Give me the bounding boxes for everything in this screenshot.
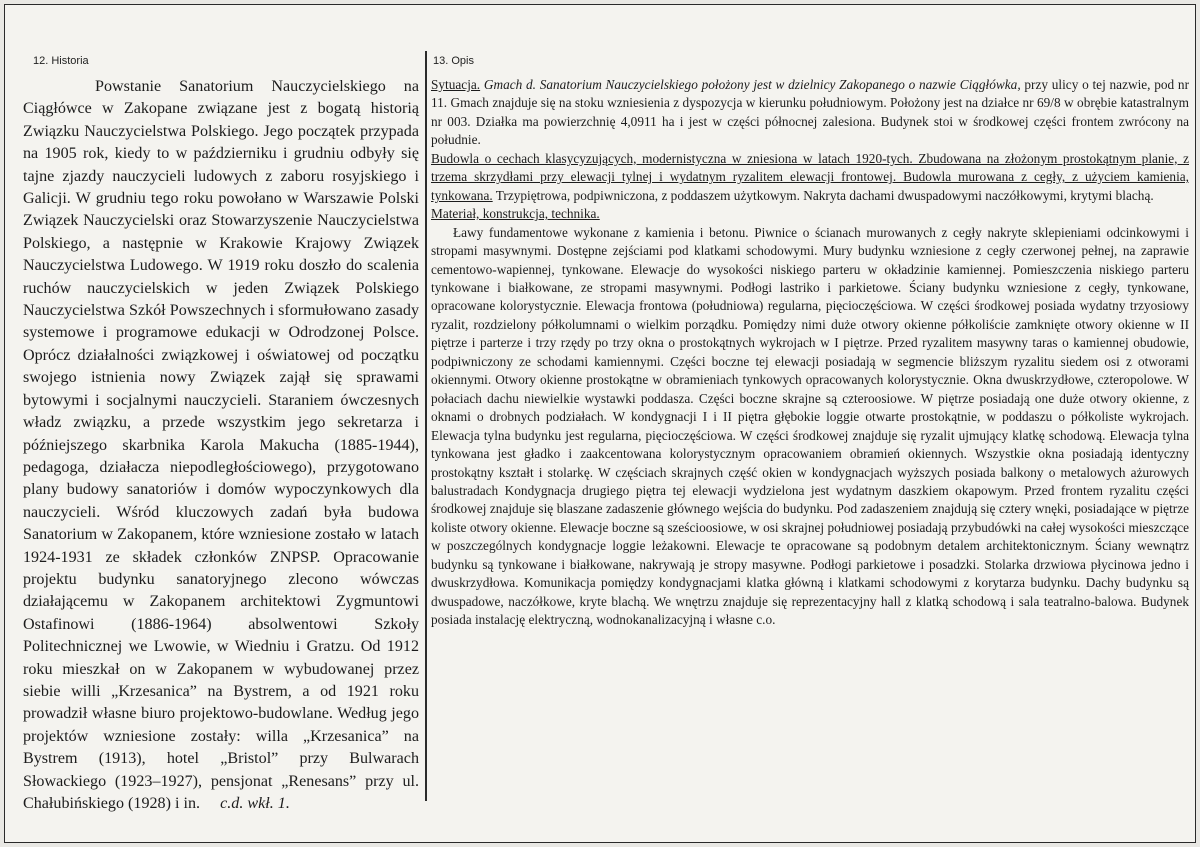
historia-text [23, 76, 419, 815]
material-label: Materiał, konstrukcja, technika. [431, 206, 600, 222]
budowla-text: Trzypiętrowa, podpiwniczona, z poddaszem użytkowym. Nakryta dachami dwuspadowymi naczółkowymi, krytymi blachą. [492, 187, 1154, 203]
sytuacja-text: przy ulicy o tej nazwie, pod nr 11. Gmach znajduje się na stoku wzniesienia z dyspozycja w kierunku południowym. Położony jest na działce nr 69/8 w obrębie katastralnym nr 003. Działka ma powierzchnię 4,0911 ha i jest w części północnej zalesiona. Budynek stoi w środkowej części frontem zwrócony na południe. [431, 77, 1190, 148]
continued-note: c.d. wkł. 1. [220, 795, 290, 812]
sytuacja-paragraph [431, 76, 1189, 150]
bleed-through-shadow [705, 757, 1125, 817]
material-label-line [431, 205, 1189, 223]
sytuacja-label: Sytuacja. [431, 77, 481, 92]
sytuacja-lead: Gmach d. Sanatorium Nauczycielskiego położony jest w dzielnicy Zakopanego o nazwie Ciągłówka, [483, 77, 1021, 92]
column-divider [425, 51, 427, 801]
document-page [4, 4, 1196, 843]
section-heading-historia: 12. Historia [33, 55, 89, 67]
material-paragraph: Ławy fundamentowe wykonane z kamienia i betonu. Piwnice o ścianach murowanych z cegły nakryte sklepieniami odcinkowymi i stropami masywnymi. Dostępne zejściami pod klatkami schodowymi. Mury budynku wzniesione z cegły czerwonej pełnej, na zaprawie cementowo-wapiennej, tynkowane. Elewacje do wysokości niskiego parteru w okładzinie kamiennej. Pomieszczenia niskiego parteru tynkowane i białkowane, ze stropami masywnymi. Podłogi lastriko i parkietowe. Ściany budynku wzniesione z cegły, tynkowane, opracowane kolorystycznie. Elewacja frontowa (południowa) regularna, pięcioczęściowa. W części środkowej posiada wydatny trzyosiowy ryzalit, rozdzielony półkolumnami o wielkim porządku. Pomiędzy nimi duże otwory okienne półkoliście zamknięte otwory okienne w II piętrze i parterze i trzy rzędy po trzy okna o prostokątnych wykrojach w I piętrze. Przed ryzalitem masywny taras o kamiennej obudowie, podpiwniczony ze schodami kamiennymi. Części boczne tej elewacji posiadają w segmencie bliższym ryzalitu siedem osi z otworami okiennymi. Otwory okienne prostokątne w obramieniach tynkowych opracowanych kolorystycznie. Okna dwuskrzydłowe, czteropolowe. W połaciach dachu niewielkie wystawki poddasza. Części boczne skrajne są czteroosiowe. W piętrze posiadają one duże otwory okienne, z oknami o drobnych podziałach. W kondygnacji I i II piętra głębokie loggie otwarte prostokątnie, w poddaszu o półkoliste wykrojach. Elewacja tylna budynku jest regularna, pięcioczęściowa. W części środkowej znajduje się ryzalit ujmujący klatkę schodową. Elewacja tylna tynkowana jest gładko i zaakcentowana kolorystycznym opracowaniem obramień okiennych. Wszystkie okna posiadają identyczny prostokątny kształt i stolarkę. W częściach skrajnych część okien w kondygnacjach wyższych posiada balkony o metalowych ażurowych balustradach Kondygnacja drugiego piętra tej elewacji wydzielona jest wydatnym daszkiem okapowym. Przed frontem ryzalitu części środkowej znajduje się blaszane zadaszenie głównego wejścia do budynku. Pod zadaszeniem znajdują się cztery wnęki, posiadające w piętrze koliste otwory okienne. Elewacje boczne są sześcioosiowe, w osi skrajnej południowej posiadają przybudówki na całej wysokości mieszczące w poszczególnych kondygnacje loggie leżakowni. Elewacje te opracowane są podobnym detalem architektonicznym. Ściany wewnątrz budynku są tynkowane i białkowane, nakrywają je stropy masywne. Podłogi parkietowe i posadzki. Stolarka drzwiowa płycinowa jedno i dwuskrzydłowa. Komunikacja pomiędzy kondygnacjami klatka główną i klatkami schodowymi z korytarza budynku. Dachy budynku są dwuspadowe, naczółkowe, kryte blachą. We wnętrzu znajduje się reprezentacyjny hall z klatką schodową i sala teatralno-balowa. Budynek posiada instalację elektryczną, wodnokanalizacyjną i własne c.o. [431, 224, 1189, 628]
budowla-underlined: Budowla o cechach klasycyzujących, modernistyczna w zniesiona w latach 1920-tych. Zbudowana na złożonym prostokątnym planie, z trzema skrzydłami przy elewacji tylnej i wydatnym ryzalitem elewacji frontowej. Budowla murowana z cegły, z użyciem kamienia, tynkowana. [431, 150, 1189, 203]
opis-text [431, 76, 1189, 630]
historia-body: Powstanie Sanatorium Nauczycielskiego na Ciągłówce w Zakopane związane jest z bogatą historią Związku Nauczycielstwa Polskiego. Jego początek przypada na 1905 rok, kiedy to w październiku i grudniu odbyły się tajne zjazdy nauczycieli ludowych z zaboru rosyjskiego i Galicji. W grudniu tego roku powołano w Warszawie Polski Związek Nauczycielski oraz Stowarzyszenie Nauczycielstwa Polskiego, a następnie w Krakowie Krajowy Związek Nauczycielstwa Ludowego. W 1919 roku doszło do scalenia ruchów nauczycielskich w jeden Związek Polskiego Nauczycielstwa Szkół Powszechnych i sformułowano zasady systemowe i programowe edukacji w Odrodzonej Polsce. Oprócz działalności związkowej i oświatowej od początku swojego istnienia nowy Związek zajął się sprawami bytowymi i socjalnymi nauczycieli. Staraniem ówczesnych władz związku, a przede wszystkim jego sekretarza i późniejszego skarbnika Karola Makucha (1885-1944), pedagoga, działacza niepodległościowego), przygotowano plany budowy sanatoriów i domów wypoczynkowych dla nauczycieli. Wśród kluczowych zadań była budowa Sanatorium w Zakopanem, które wzniesione zostało w latach 1924-1931 ze składek członków ZNPSP. Opracowanie projektu budynku sanatoryjnego zlecono wówczas działającemu w Zakopanem architektowi Zygmuntowi Ostafinowi (1886-1964) absolwentowi Szkoły Politechnicznej we Lwowie, w Wiedniu i Gratzu. Od 1912 roku mieszkał on w Zakopanem w wybudowanej przez siebie willi „Krzesanica” na Bystrem, a od 1921 roku prowadził własne biuro projektowo-budowlane. Według jego projektów wzniesione zostały: willa „Krzesanica” na Bystrem (1913), hotel „Bristol” przy Bulwarach Słowackiego (1923–1927), pensjonat „Renesans” przy ul. Chałubińskiego (1928) i in. [23, 78, 419, 812]
section-heading-opis: 13. Opis [433, 55, 474, 67]
budowla-paragraph [431, 150, 1189, 205]
